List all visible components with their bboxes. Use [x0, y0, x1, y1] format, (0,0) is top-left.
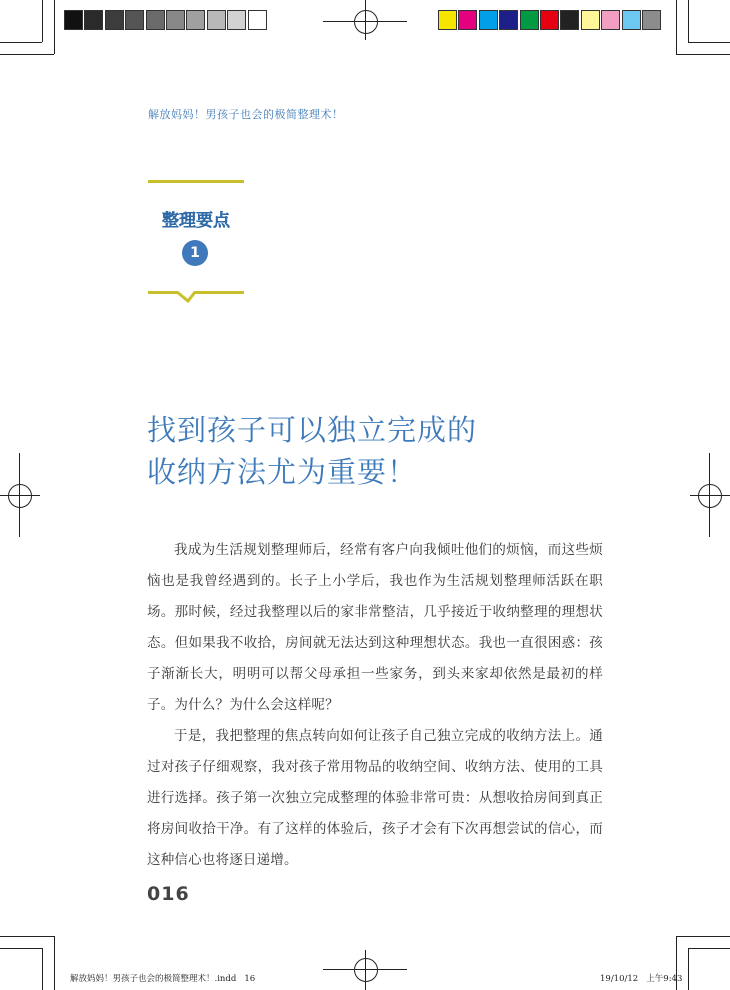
crop-mark [688, 948, 689, 990]
body-text [147, 535, 603, 876]
paragraph: 我成为生活规划整理师后，经常有客户向我倾吐他们的烦恼，而这些烦恼也是我曾经遇到的。长子上小学后，我也作为生活规划整理师活跃在职场。那时候，经过我整理以后的家非常整洁，几乎接近于收纳整理的理想状态。但如果我不收拾，房间就无法达到这种理想状态。我也一直很困惑：孩子渐渐长大，明明可以帮父母承担一些家务，到头来家却依然是最初的样子。为什么？为什么会这样呢？ [147, 542, 603, 713]
color-swatch [438, 10, 457, 30]
color-swatch [540, 10, 559, 30]
crop-mark [676, 936, 730, 937]
color-swatch [520, 10, 539, 30]
color-swatch [479, 10, 498, 30]
color-swatch [125, 10, 144, 30]
crop-mark [54, 0, 55, 54]
headline-line-1: 找到孩子可以独立完成的 [147, 413, 478, 447]
color-swatch [64, 10, 83, 30]
slug-datetime: 19/10/12 上午9:43 [600, 974, 683, 984]
paragraph: 于是，我把整理的焦点转向如何让孩子自己独立完成的收纳方法上。通过对孩子仔细观察，我对孩子常用物品的收纳空间、收纳方法、使用的工具进行选择。孩子第一次独立完成整理的体验非常可贵：从想收拾房间到真正将房间收拾干净。有了这样的体验后，孩子才会有下次再想尝试的信心，而这种信心也将逐日递增。 [147, 728, 603, 868]
color-swatch [458, 10, 477, 30]
color-swatch [186, 10, 205, 30]
crop-mark [688, 948, 730, 949]
crop-mark [0, 42, 42, 43]
deco-line-top [148, 180, 244, 183]
color-swatch [601, 10, 620, 30]
crop-mark [42, 0, 43, 42]
section-title: 整理要点 [162, 211, 230, 231]
slug-file-info: 解放妈妈！男孩子也会的极简整理术！.indd 16 [70, 974, 256, 984]
color-swatch [227, 10, 246, 30]
crop-mark [676, 0, 677, 54]
page-number: 016 [147, 883, 190, 905]
color-swatch [166, 10, 185, 30]
color-swatch [560, 10, 579, 30]
crop-mark [54, 936, 55, 990]
crop-mark [0, 54, 54, 55]
color-swatch [146, 10, 165, 30]
headline-line-2: 收纳方法尤为重要！ [147, 455, 418, 489]
color-swatch [581, 10, 600, 30]
crop-mark [688, 0, 689, 42]
color-swatch [642, 10, 661, 30]
color-swatch [207, 10, 226, 30]
color-swatch [622, 10, 641, 30]
grayscale-bar [64, 10, 268, 30]
color-swatch [248, 10, 267, 30]
crop-mark [676, 54, 730, 55]
color-bar [438, 10, 662, 30]
crop-mark [42, 948, 43, 990]
color-swatch [84, 10, 103, 30]
section-number-badge: 1 [182, 240, 208, 266]
crop-mark [0, 948, 42, 949]
color-swatch [105, 10, 124, 30]
crop-mark [688, 42, 730, 43]
running-head: 解放妈妈！男孩子也会的极简整理术！ [148, 108, 344, 121]
crop-mark [0, 936, 54, 937]
color-swatch [499, 10, 518, 30]
